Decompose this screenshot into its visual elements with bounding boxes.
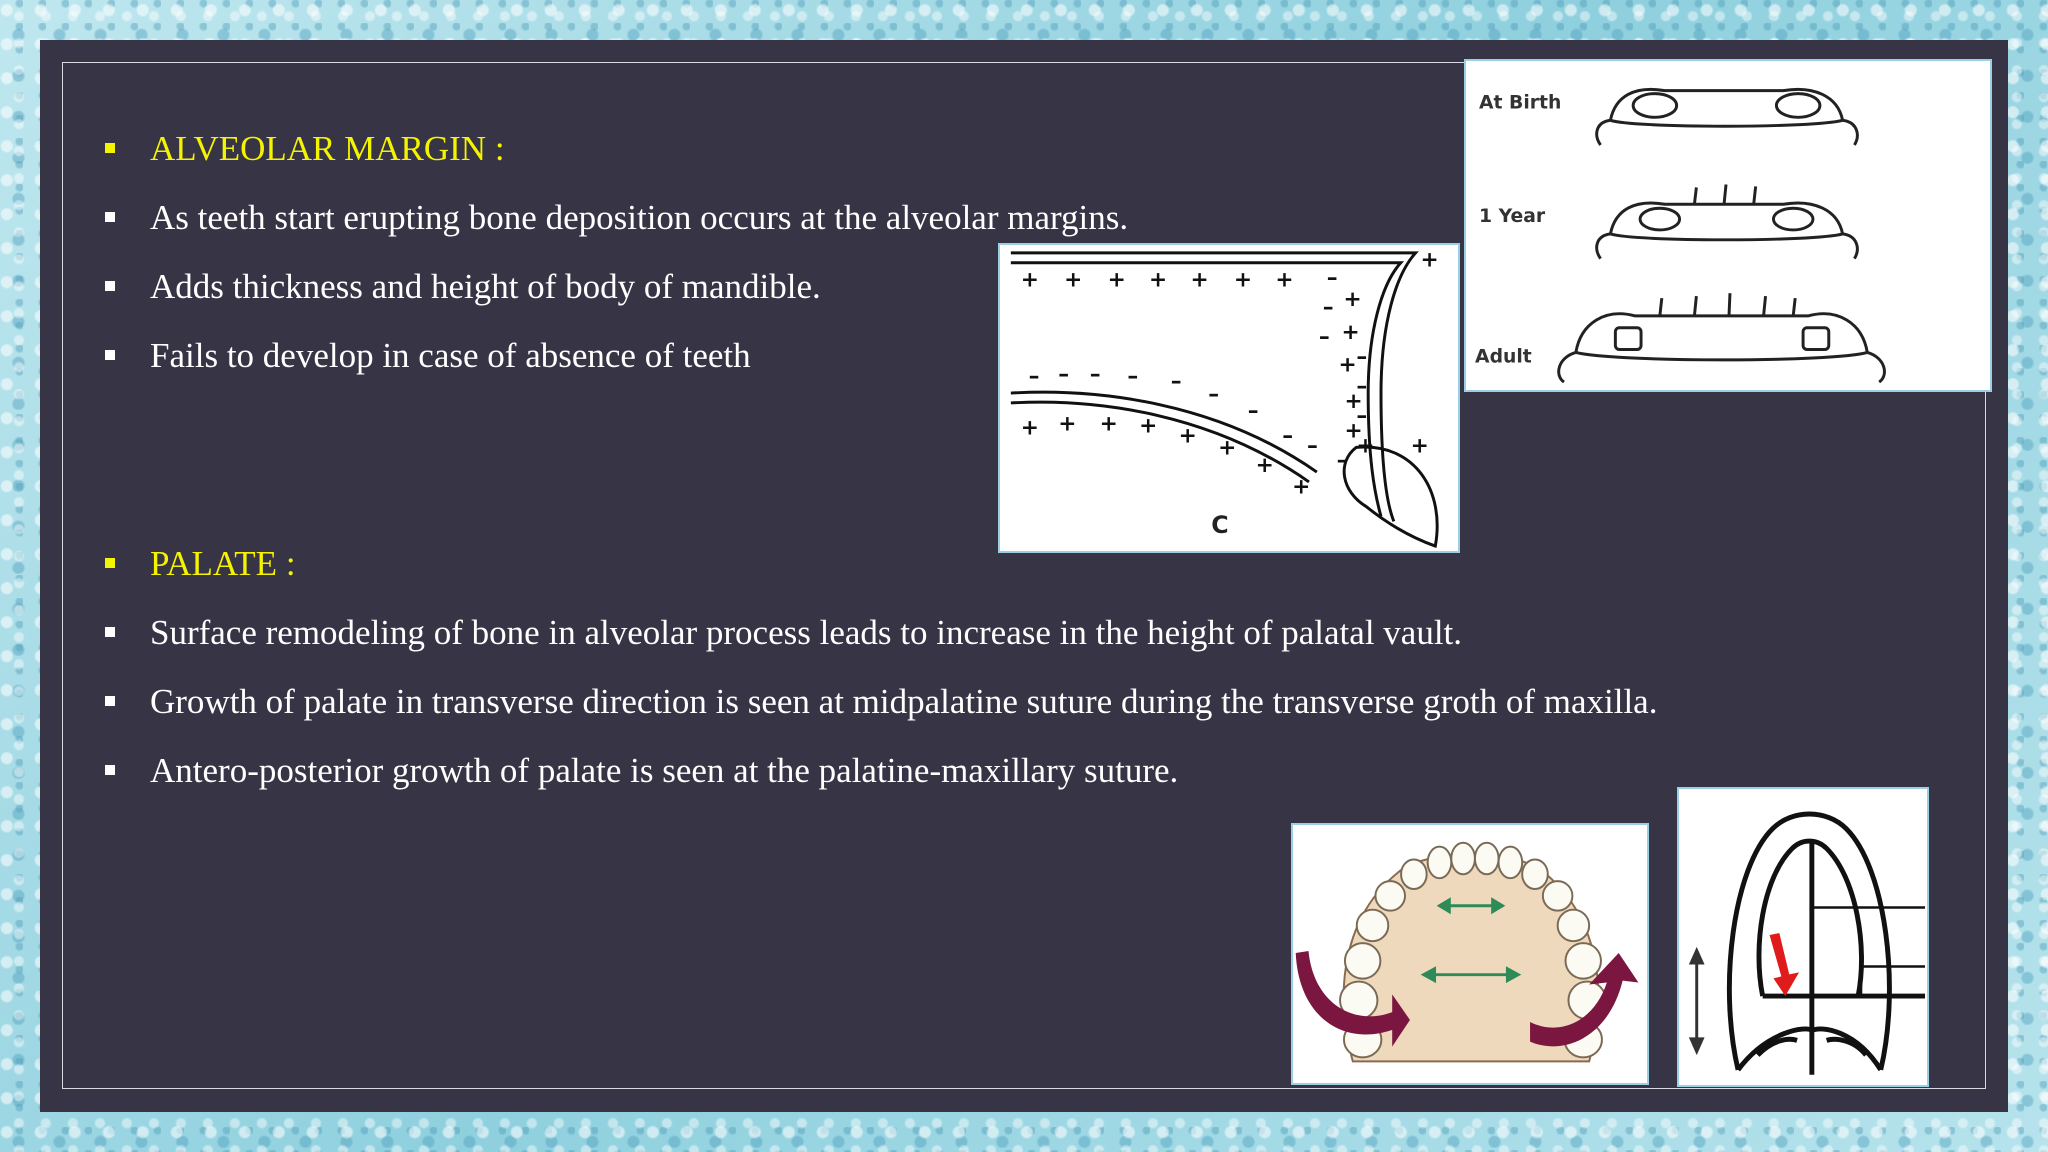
svg-text:–: – [1356,374,1368,400]
svg-text:+: + [1233,267,1253,293]
adult-arch-base [1576,352,1867,359]
svg-text:+: + [1058,411,1077,437]
palate-heading: PALATE : [105,529,1657,598]
red-direction-arrow [1770,933,1800,996]
maxillary-arch-figure [1291,823,1649,1085]
outer-bone-contour-inner [1011,263,1401,517]
label-at-birth: At Birth [1479,92,1562,114]
svg-text:–: – [1318,324,1330,350]
year-tooth [1640,208,1680,230]
adult-arch-outline [1576,314,1867,353]
svg-text:–: – [1336,448,1348,474]
year-alveolar-crests [1694,184,1755,204]
birth-arch-base [1610,120,1842,126]
svg-text:–: – [1322,295,1334,321]
maxilla-growth-stages-drawing [1466,61,1990,390]
svg-text:+: + [1139,413,1158,439]
year-arch-base [1610,234,1842,240]
palate-section [105,529,1657,805]
svg-text:+: + [1343,287,1362,313]
svg-text:–: – [1356,344,1368,370]
svg-text:+: + [1275,267,1294,293]
svg-text:–: – [1282,423,1294,449]
adult-tooth [1803,328,1829,350]
svg-text:–: – [1028,364,1040,390]
svg-text:–: – [1170,369,1182,395]
maxillary-arch-drawing [1293,825,1647,1083]
bone-remodeling-drawing [1000,245,1458,551]
adult-tooth [1615,328,1641,350]
figure-label-c: C [1211,511,1229,540]
palate-outline-figure [1677,787,1929,1087]
svg-text:+: + [1064,267,1083,293]
alveolar-margin-section [105,114,1128,390]
svg-text:+: + [1420,247,1439,273]
svg-text:–: – [1247,398,1259,424]
svg-text:+: + [1178,423,1197,449]
birth-tooth-bud [1633,94,1676,118]
svg-text:+: + [1410,433,1429,459]
alveolar-point: Fails to develop in case of absence of teeth [105,321,1128,390]
alveolar-point: Adds thickness and height of body of mandible. [105,252,1128,321]
svg-text:+: + [1356,433,1375,459]
svg-text:+: + [1107,267,1126,293]
palate-point: Growth of palate in transverse direction is seen at midpalatine suture during the transverse groth of maxilla. [105,667,1657,736]
svg-text:–: – [1326,265,1338,291]
svg-text:+: + [1190,267,1209,293]
palate-point: Antero-posterior growth of palate is seen at the palatine-maxillary suture. [105,736,1657,805]
svg-text:+: + [1218,435,1237,461]
label-one-year: 1 Year [1479,206,1546,228]
svg-text:+: + [1020,415,1039,441]
bone-remodeling-figure [998,243,1460,553]
svg-text:+: + [1255,453,1274,479]
svg-text:–: – [1058,362,1070,388]
svg-text:+: + [1149,267,1168,293]
year-tooth [1773,208,1813,230]
tooth-crown-outline [1344,447,1437,546]
svg-text:+: + [1344,388,1363,414]
label-adult: Adult [1475,346,1532,368]
svg-text:–: – [1127,364,1139,390]
svg-text:–: – [1208,381,1220,407]
alveolar-margin-heading: ALVEOLAR MARGIN : [105,114,1128,183]
svg-text:–: – [1306,433,1318,459]
svg-text:–: – [1089,362,1101,388]
alveolar-point: As teeth start erupting bone deposition occurs at the alveolar margins. [105,183,1128,252]
svg-text:+: + [1292,474,1311,500]
palate-outline-drawing [1679,789,1927,1085]
svg-text:+: + [1338,352,1357,378]
adult-alveolar-crests [1660,293,1795,316]
year-arch-outline [1610,203,1842,234]
maxilla-growth-stages-figure [1464,59,1992,392]
svg-text:+: + [1099,411,1118,437]
svg-text:+: + [1344,418,1363,444]
svg-text:–: – [1356,403,1368,429]
birth-tooth-bud [1776,94,1819,118]
svg-text:+: + [1020,267,1039,293]
svg-text:+: + [1341,319,1360,345]
palate-point: Surface remodeling of bone in alveolar process leads to increase in the height of palatal vault. [105,598,1657,667]
